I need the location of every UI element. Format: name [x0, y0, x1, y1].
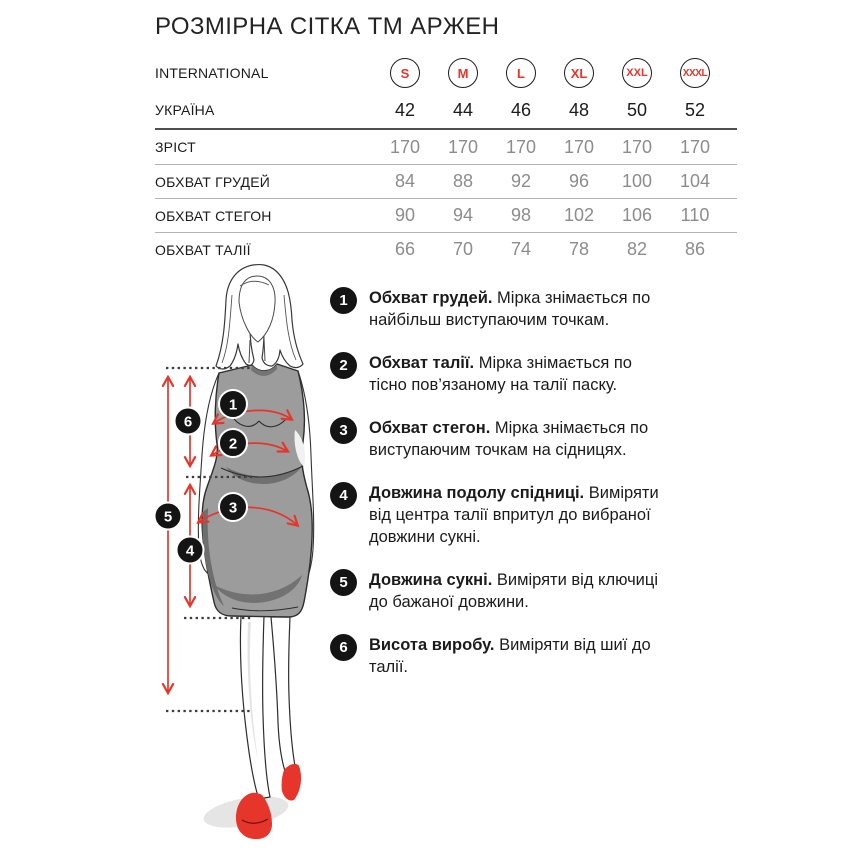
legend-description: Виміряти від ключиці до бажаної довжини. [369, 571, 659, 611]
row-label-height: ЗРІСТ [155, 139, 196, 155]
height-value: 170 [621, 136, 653, 157]
ua-size-value: 46 [510, 99, 532, 120]
right-leg [271, 617, 296, 777]
ua-size-value: 42 [394, 99, 416, 120]
legend-text [369, 352, 671, 396]
legend-description: Мірка знімається по найбільш виступаючим точкам. [369, 289, 651, 329]
table-row-waist [155, 232, 737, 266]
waist-value: 70 [452, 239, 474, 259]
size-badge-xxl: XXL [622, 58, 652, 88]
legend-text [369, 569, 671, 613]
back-shoe [282, 764, 301, 801]
left-leg [240, 616, 270, 799]
bust-value: 100 [621, 171, 653, 191]
hips-value: 106 [621, 205, 653, 225]
figure-marker-4 [177, 537, 204, 564]
bust-value: 84 [394, 171, 416, 191]
table-row-ukraine [155, 92, 737, 128]
svg-text:2: 2 [228, 435, 238, 453]
row-label-international: INTERNATIONAL [155, 65, 269, 81]
ua-size-value: 48 [568, 99, 590, 120]
svg-text:5: 5 [163, 508, 173, 526]
legend-term: Довжина подолу спідниці. [369, 484, 585, 502]
size-badge-l: L [506, 58, 536, 88]
table-row-bust [155, 164, 737, 198]
size-table [155, 54, 737, 266]
waist-value: 78 [568, 239, 590, 259]
figure-marker-2 [219, 429, 247, 457]
ua-size-value: 44 [452, 99, 474, 120]
svg-text:4: 4 [185, 542, 195, 560]
table-row-international [155, 54, 737, 92]
legend-item-bodice-height [330, 634, 690, 678]
height-value: 170 [563, 136, 595, 157]
hips-value: 98 [510, 205, 532, 225]
bust-value: 96 [568, 171, 590, 191]
legend-term: Обхват стегон. [369, 419, 491, 437]
figure-marker-6 [175, 408, 202, 435]
height-value: 170 [447, 136, 479, 157]
bust-value: 104 [679, 171, 711, 191]
row-label-waist: ОБХВАТ ТАЛІЇ [155, 241, 251, 258]
waist-value: 66 [394, 239, 416, 259]
hips-value: 94 [452, 205, 474, 225]
legend-item-skirt-length [330, 482, 690, 548]
legend-text [369, 482, 671, 548]
legend-item-hips [330, 417, 690, 461]
hips-value: 110 [680, 205, 710, 225]
legend-text [369, 634, 671, 678]
height-value: 170 [679, 136, 711, 157]
page-title: РОЗМІРНА СІТКА ТМ АРЖЕН [155, 13, 500, 40]
figure-marker-1 [219, 390, 247, 418]
size-badge-xl: XL [564, 58, 594, 88]
size-badge-m: M [448, 58, 478, 88]
legend-number: 2 [330, 352, 357, 379]
hips-value: 102 [563, 205, 595, 225]
size-badge-xxxl: XXXL [680, 58, 710, 88]
row-label-bust: ОБХВАТ ГРУДЕЙ [155, 173, 271, 190]
figure-marker-5 [155, 503, 182, 530]
legend-text [369, 287, 671, 331]
waist-value: 74 [510, 239, 532, 259]
legend-term: Довжина сукні. [369, 571, 493, 589]
table-row-hips [155, 198, 737, 232]
svg-text:6: 6 [183, 413, 193, 431]
waist-value: 82 [626, 239, 648, 259]
legend-number: 1 [330, 287, 357, 314]
size-badge-s: S [390, 58, 420, 88]
bust-value: 92 [510, 171, 532, 191]
legend-description: Мірка знімається по тісно пов’язаному на талії паску. [369, 354, 632, 394]
hips-value: 90 [394, 205, 416, 225]
legend-description: Виміряти від центра талії впритул до вибраної довжини сукні. [369, 484, 659, 546]
measurement-legend [330, 287, 690, 699]
svg-text:1: 1 [228, 396, 238, 414]
bust-value: 88 [452, 171, 474, 191]
row-label-hips: ОБХВАТ СТЕГОН [155, 207, 272, 224]
figure-marker-3 [219, 493, 247, 521]
ua-size-value: 50 [626, 99, 648, 120]
legend-number: 3 [330, 417, 357, 444]
ua-size-value: 52 [684, 99, 706, 120]
legend-item-waist [330, 352, 690, 396]
legend-number: 6 [330, 634, 357, 661]
legend-text [369, 417, 671, 461]
legend-item-bust [330, 287, 690, 331]
svg-text:3: 3 [228, 499, 238, 517]
legend-description: Мірка знімається по виступаючим точкам на сідницях. [369, 419, 649, 459]
legend-term: Обхват талії. [369, 354, 475, 372]
legend-term: Обхват грудей. [369, 289, 493, 307]
table-row-height [155, 128, 737, 164]
legend-term: Висота виробу. [369, 636, 495, 654]
row-label-ukraine: УКРАЇНА [155, 102, 215, 118]
legend-description: Виміряти від шиї до талії. [369, 636, 651, 676]
legend-number: 4 [330, 482, 357, 509]
legend-number: 5 [330, 569, 357, 596]
height-value: 170 [505, 136, 537, 157]
legend-item-dress-length [330, 569, 690, 613]
waist-value: 86 [684, 239, 706, 259]
height-value: 170 [389, 136, 421, 157]
